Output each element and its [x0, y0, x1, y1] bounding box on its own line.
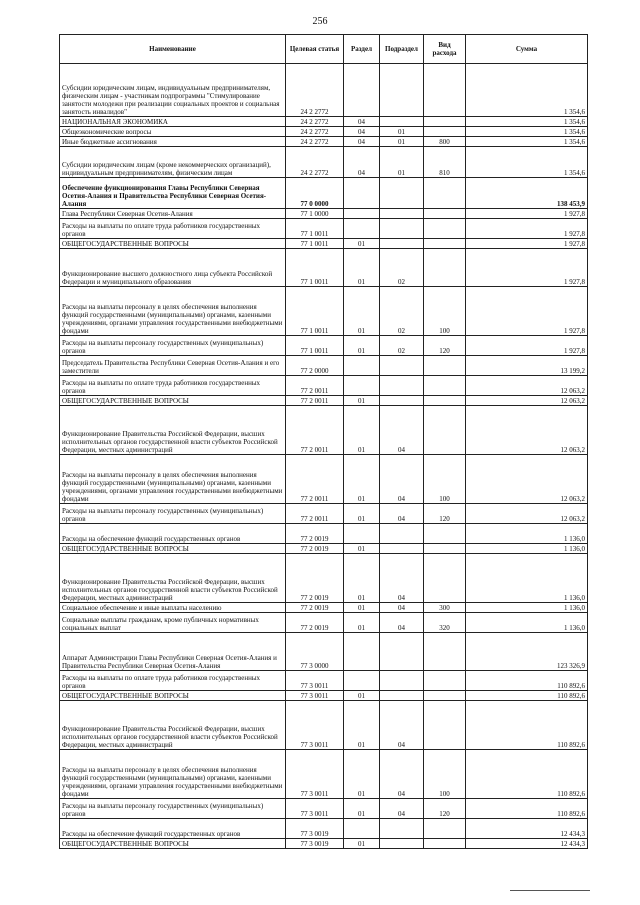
- row-article-cell: 77 1 0000: [286, 209, 344, 219]
- table-row: [60, 178, 588, 209]
- row-subsection-cell: [380, 524, 424, 544]
- row-section-cell: 01: [344, 839, 380, 849]
- row-article-cell: 77 3 0019: [286, 819, 344, 839]
- row-section-cell: 01: [344, 613, 380, 633]
- row-sum-cell: 1 354,6: [466, 147, 588, 178]
- row-subsection-cell: 04: [380, 613, 424, 633]
- row-article-cell: 77 3 0011: [286, 799, 344, 819]
- row-name-cell: Расходы на выплаты по оплате труда работников государственных органов: [60, 376, 286, 396]
- row-expense-type-cell: [424, 178, 466, 209]
- table-row: [60, 819, 588, 839]
- row-subsection-cell: [380, 671, 424, 691]
- row-section-cell: 01: [344, 396, 380, 406]
- row-article-cell: 77 1 0011: [286, 336, 344, 356]
- row-name-cell: Расходы на обеспечение функций государственных органов: [60, 819, 286, 839]
- table-row: [60, 249, 588, 287]
- row-sum-cell: 12 434,3: [466, 839, 588, 849]
- row-name-cell: Расходы на выплаты персоналу в целях обеспечения выполнения функций государственными (муниципальными) органами, казенными учреждениями, органами управления государственными внебюджетными фондами: [60, 287, 286, 336]
- row-expense-type-cell: 800: [424, 137, 466, 147]
- row-sum-cell: 1 927,8: [466, 219, 588, 239]
- row-expense-type-cell: 120: [424, 799, 466, 819]
- row-article-cell: 24 2 2772: [286, 137, 344, 147]
- row-article-cell: 77 3 0011: [286, 701, 344, 750]
- row-sum-cell: 1 354,6: [466, 117, 588, 127]
- row-section-cell: 01: [344, 691, 380, 701]
- row-section-cell: 04: [344, 137, 380, 147]
- row-expense-type-cell: [424, 376, 466, 396]
- row-section-cell: 01: [344, 554, 380, 603]
- row-section-cell: 01: [344, 544, 380, 554]
- row-sum-cell: 13 199,2: [466, 356, 588, 376]
- row-sum-cell: 12 063,2: [466, 455, 588, 504]
- row-sum-cell: 123 326,9: [466, 633, 588, 671]
- row-name-cell: Обеспечение функционирования Главы Республики Северная Осетия-Алания и Правительства Республики Северная Осетия-Алания: [60, 178, 286, 209]
- table-row: [60, 209, 588, 219]
- table-row: [60, 239, 588, 249]
- row-name-cell: Функционирование Правительства Российской Федерации, высших исполнительных органов государственной власти субъектов Российской Федерации, местных администраций: [60, 406, 286, 455]
- row-name-cell: Глава Республики Северная Осетия-Алания: [60, 209, 286, 219]
- row-name-cell: Расходы на обеспечение функций государственных органов: [60, 524, 286, 544]
- row-sum-cell: 1 136,0: [466, 613, 588, 633]
- row-name-cell: ОБЩЕГОСУДАРСТВЕННЫЕ ВОПРОСЫ: [60, 396, 286, 406]
- header-expense-type: Вид расхода: [424, 35, 466, 64]
- table-row: [60, 799, 588, 819]
- row-expense-type-cell: 120: [424, 504, 466, 524]
- table-row: [60, 613, 588, 633]
- row-name-cell: НАЦИОНАЛЬНАЯ ЭКОНОМИКА: [60, 117, 286, 127]
- row-section-cell: 01: [344, 603, 380, 613]
- row-sum-cell: 1 354,6: [466, 127, 588, 137]
- table-body: [60, 64, 588, 849]
- row-subsection-cell: [380, 633, 424, 671]
- row-expense-type-cell: 320: [424, 613, 466, 633]
- row-name-cell: Расходы на выплаты персоналу государственных (муниципальных) органов: [60, 336, 286, 356]
- header-subsection: Подраздел: [380, 35, 424, 64]
- row-section-cell: 01: [344, 249, 380, 287]
- row-sum-cell: 12 063,2: [466, 376, 588, 396]
- row-expense-type-cell: [424, 839, 466, 849]
- table-row: [60, 406, 588, 455]
- row-expense-type-cell: [424, 633, 466, 671]
- row-expense-type-cell: [424, 701, 466, 750]
- row-expense-type-cell: [424, 239, 466, 249]
- row-subsection-cell: [380, 219, 424, 239]
- row-expense-type-cell: [424, 554, 466, 603]
- row-article-cell: 24 2 2772: [286, 64, 344, 117]
- row-article-cell: 77 1 0011: [286, 287, 344, 336]
- row-sum-cell: 1 927,8: [466, 287, 588, 336]
- row-expense-type-cell: 120: [424, 336, 466, 356]
- row-section-cell: 01: [344, 455, 380, 504]
- row-subsection-cell: [380, 819, 424, 839]
- row-name-cell: Социальные выплаты гражданам, кроме публичных нормативных социальных выплат: [60, 613, 286, 633]
- row-name-cell: Расходы на выплаты по оплате труда работников государственных органов: [60, 671, 286, 691]
- table-row: [60, 701, 588, 750]
- row-expense-type-cell: [424, 544, 466, 554]
- row-expense-type-cell: [424, 64, 466, 117]
- row-article-cell: 24 2 2772: [286, 127, 344, 137]
- row-subsection-cell: 04: [380, 504, 424, 524]
- table-row: [60, 396, 588, 406]
- row-subsection-cell: [380, 117, 424, 127]
- table-row: [60, 671, 588, 691]
- row-article-cell: 77 2 0019: [286, 603, 344, 613]
- row-subsection-cell: 01: [380, 127, 424, 137]
- row-name-cell: Субсидии юридическим лицам, индивидуальным предпринимателям, физическим лицам - участникам подпрограммы "Стимулирование занятости молодежи при реализации социальных проектов и социальная занятость инвалидов": [60, 64, 286, 117]
- row-subsection-cell: [380, 209, 424, 219]
- row-article-cell: 77 2 0019: [286, 524, 344, 544]
- row-section-cell: [344, 633, 380, 671]
- row-subsection-cell: [380, 64, 424, 117]
- row-article-cell: 77 2 0019: [286, 544, 344, 554]
- header-section: Раздел: [344, 35, 380, 64]
- row-expense-type-cell: 100: [424, 455, 466, 504]
- row-expense-type-cell: 300: [424, 603, 466, 613]
- row-article-cell: 77 1 0011: [286, 239, 344, 249]
- row-expense-type-cell: [424, 671, 466, 691]
- row-expense-type-cell: [424, 356, 466, 376]
- row-section-cell: [344, 819, 380, 839]
- table-row: [60, 544, 588, 554]
- row-section-cell: 01: [344, 701, 380, 750]
- row-section-cell: 04: [344, 117, 380, 127]
- row-expense-type-cell: 100: [424, 287, 466, 336]
- header-name: Наименование: [60, 35, 286, 64]
- row-section-cell: [344, 64, 380, 117]
- row-subsection-cell: 04: [380, 554, 424, 603]
- row-sum-cell: 1 927,8: [466, 336, 588, 356]
- row-subsection-cell: 02: [380, 287, 424, 336]
- table-row: [60, 504, 588, 524]
- row-subsection-cell: [380, 544, 424, 554]
- row-article-cell: 24 2 2772: [286, 117, 344, 127]
- row-article-cell: 77 2 0011: [286, 376, 344, 396]
- row-sum-cell: 1 354,6: [466, 64, 588, 117]
- row-subsection-cell: [380, 356, 424, 376]
- row-sum-cell: 12 063,2: [466, 396, 588, 406]
- table-header-row: [60, 35, 588, 64]
- row-sum-cell: 110 892,6: [466, 691, 588, 701]
- row-name-cell: Функционирование высшего должностного лица субъекта Российской Федерации и муниципального образования: [60, 249, 286, 287]
- table-row: [60, 117, 588, 127]
- table-row: [60, 219, 588, 239]
- row-name-cell: ОБЩЕГОСУДАРСТВЕННЫЕ ВОПРОСЫ: [60, 691, 286, 701]
- row-expense-type-cell: [424, 219, 466, 239]
- footer-rule: [510, 890, 590, 891]
- row-article-cell: 77 2 0011: [286, 504, 344, 524]
- row-subsection-cell: [380, 178, 424, 209]
- row-section-cell: 01: [344, 287, 380, 336]
- row-article-cell: 24 2 2772: [286, 147, 344, 178]
- row-article-cell: 77 0 0000: [286, 178, 344, 209]
- row-sum-cell: 110 892,6: [466, 799, 588, 819]
- row-subsection-cell: [380, 691, 424, 701]
- row-article-cell: 77 3 0019: [286, 839, 344, 849]
- row-name-cell: Субсидии юридическим лицам (кроме некоммерческих организаций), индивидуальным предпринимателям, физическим лицам: [60, 147, 286, 178]
- row-section-cell: [344, 178, 380, 209]
- table-row: [60, 691, 588, 701]
- table-row: [60, 376, 588, 396]
- row-name-cell: Расходы на выплаты персоналу государственных (муниципальных) органов: [60, 799, 286, 819]
- row-subsection-cell: 02: [380, 249, 424, 287]
- row-sum-cell: 1 136,0: [466, 554, 588, 603]
- row-section-cell: [344, 356, 380, 376]
- row-expense-type-cell: [424, 396, 466, 406]
- row-name-cell: Социальное обеспечение и иные выплаты населению: [60, 603, 286, 613]
- row-section-cell: 01: [344, 406, 380, 455]
- header-sum: Сумма: [466, 35, 588, 64]
- table-row: [60, 137, 588, 147]
- table-row: [60, 554, 588, 603]
- row-subsection-cell: [380, 839, 424, 849]
- row-article-cell: 77 2 0011: [286, 406, 344, 455]
- row-expense-type-cell: 100: [424, 750, 466, 799]
- row-section-cell: [344, 524, 380, 544]
- row-section-cell: [344, 209, 380, 219]
- row-subsection-cell: 04: [380, 701, 424, 750]
- table-row: [60, 750, 588, 799]
- row-expense-type-cell: [424, 127, 466, 137]
- row-section-cell: [344, 376, 380, 396]
- header-article: Целевая статья: [286, 35, 344, 64]
- row-section-cell: 01: [344, 750, 380, 799]
- row-subsection-cell: [380, 239, 424, 249]
- row-sum-cell: 12 434,3: [466, 819, 588, 839]
- row-name-cell: Расходы на выплаты персоналу в целях обеспечения выполнения функций государственными (муниципальными) органами, казенными учреждениями, органами управления государственными внебюджетными фондами: [60, 455, 286, 504]
- table-row: [60, 64, 588, 117]
- row-sum-cell: 1 136,0: [466, 544, 588, 554]
- row-sum-cell: 1 927,8: [466, 209, 588, 219]
- row-name-cell: Расходы на выплаты персоналу государственных (муниципальных) органов: [60, 504, 286, 524]
- row-name-cell: Расходы на выплаты по оплате труда работников государственных органов: [60, 219, 286, 239]
- row-expense-type-cell: 810: [424, 147, 466, 178]
- row-name-cell: Функционирование Правительства Российской Федерации, высших исполнительных органов государственной власти субъектов Российской Федерации, местных администраций: [60, 701, 286, 750]
- row-article-cell: 77 3 0000: [286, 633, 344, 671]
- row-article-cell: 77 3 0011: [286, 671, 344, 691]
- row-sum-cell: 12 063,2: [466, 406, 588, 455]
- row-name-cell: ОБЩЕГОСУДАРСТВЕННЫЕ ВОПРОСЫ: [60, 544, 286, 554]
- row-subsection-cell: 04: [380, 750, 424, 799]
- row-section-cell: 04: [344, 147, 380, 178]
- row-sum-cell: 1 927,8: [466, 249, 588, 287]
- row-section-cell: 04: [344, 127, 380, 137]
- row-sum-cell: 12 063,2: [466, 504, 588, 524]
- table-row: [60, 356, 588, 376]
- row-subsection-cell: 04: [380, 455, 424, 504]
- row-article-cell: 77 2 0000: [286, 356, 344, 376]
- row-expense-type-cell: [424, 209, 466, 219]
- row-expense-type-cell: [424, 819, 466, 839]
- row-subsection-cell: 01: [380, 137, 424, 147]
- table-row: [60, 839, 588, 849]
- row-name-cell: Председатель Правительства Республики Северная Осетия-Алания и его заместители: [60, 356, 286, 376]
- row-subsection-cell: [380, 376, 424, 396]
- row-article-cell: 77 3 0011: [286, 691, 344, 701]
- row-article-cell: 77 3 0011: [286, 750, 344, 799]
- row-sum-cell: 110 892,6: [466, 701, 588, 750]
- row-subsection-cell: 04: [380, 603, 424, 613]
- row-subsection-cell: 01: [380, 147, 424, 178]
- table-row: [60, 633, 588, 671]
- row-name-cell: ОБЩЕГОСУДАРСТВЕННЫЕ ВОПРОСЫ: [60, 839, 286, 849]
- table-row: [60, 603, 588, 613]
- row-name-cell: Иные бюджетные ассигнования: [60, 137, 286, 147]
- row-name-cell: Аппарат Администрации Главы Республики Северная Осетия-Алания и Правительства Республики Северная Осетия-Алания: [60, 633, 286, 671]
- page-number: 256: [312, 16, 328, 27]
- row-article-cell: 77 1 0011: [286, 219, 344, 239]
- row-section-cell: 01: [344, 239, 380, 249]
- row-section-cell: [344, 219, 380, 239]
- row-sum-cell: 110 892,6: [466, 671, 588, 691]
- row-article-cell: 77 2 0019: [286, 613, 344, 633]
- row-sum-cell: 1 354,6: [466, 137, 588, 147]
- row-section-cell: [344, 671, 380, 691]
- table-row: [60, 287, 588, 336]
- row-expense-type-cell: [424, 117, 466, 127]
- row-name-cell: Общеэкономические вопросы: [60, 127, 286, 137]
- row-name-cell: Расходы на выплаты персоналу в целях обеспечения выполнения функций государственными (муниципальными) органами, казенными учреждениями, органами управления государственными внебюджетными фондами: [60, 750, 286, 799]
- row-subsection-cell: 04: [380, 799, 424, 819]
- row-sum-cell: 138 453,9: [466, 178, 588, 209]
- row-subsection-cell: 02: [380, 336, 424, 356]
- table-row: [60, 524, 588, 544]
- row-expense-type-cell: [424, 406, 466, 455]
- row-sum-cell: 1 927,8: [466, 239, 588, 249]
- row-article-cell: 77 2 0011: [286, 455, 344, 504]
- row-section-cell: 01: [344, 336, 380, 356]
- row-sum-cell: 1 136,0: [466, 603, 588, 613]
- row-expense-type-cell: [424, 691, 466, 701]
- row-name-cell: Функционирование Правительства Российской Федерации, высших исполнительных органов государственной власти субъектов Российской Федерации, местных администраций: [60, 554, 286, 603]
- row-section-cell: 01: [344, 504, 380, 524]
- row-subsection-cell: [380, 396, 424, 406]
- row-expense-type-cell: [424, 524, 466, 544]
- row-sum-cell: 110 892,6: [466, 750, 588, 799]
- row-subsection-cell: 04: [380, 406, 424, 455]
- row-sum-cell: 1 136,0: [466, 524, 588, 544]
- table-row: [60, 147, 588, 178]
- row-article-cell: 77 2 0011: [286, 396, 344, 406]
- row-expense-type-cell: [424, 249, 466, 287]
- row-section-cell: 01: [344, 799, 380, 819]
- row-article-cell: 77 1 0011: [286, 249, 344, 287]
- budget-table: [59, 34, 588, 849]
- row-article-cell: 77 2 0019: [286, 554, 344, 603]
- row-name-cell: ОБЩЕГОСУДАРСТВЕННЫЕ ВОПРОСЫ: [60, 239, 286, 249]
- table-row: [60, 127, 588, 137]
- table-row: [60, 336, 588, 356]
- table-row: [60, 455, 588, 504]
